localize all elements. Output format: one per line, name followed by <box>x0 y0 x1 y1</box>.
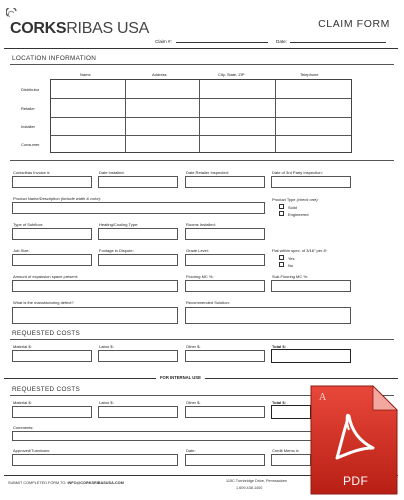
yes-checkbox[interactable] <box>279 255 284 260</box>
requested-costs-title: REQUESTED COSTS <box>12 330 81 337</box>
brand-name-bold: CORKS <box>10 20 67 37</box>
total-field[interactable] <box>271 349 351 363</box>
defect-label: What is the manufacturing defect? <box>13 300 74 305</box>
flat-label: Flat within spec. of 3/16" per 8': <box>272 248 328 253</box>
location-grid[interactable] <box>50 79 352 153</box>
location-section-title: LOCATION INFORMATION <box>12 55 97 62</box>
other-field[interactable] <box>185 350 265 362</box>
rooms-label: Rooms Installed: <box>186 222 216 227</box>
footer-address: 115C Turnbridge Drive, Pennsauken <box>226 479 288 483</box>
form-title: CLAIM FORM <box>318 18 390 30</box>
requested-rule <box>10 339 394 340</box>
solid-checkbox[interactable] <box>279 204 284 209</box>
grade-field[interactable] <box>185 254 265 266</box>
footer-phone: 1.609.438.1400 <box>236 486 263 490</box>
material-label: Material $: <box>13 344 32 349</box>
engineered-label: Engineered <box>288 212 309 217</box>
solid-label: Solid <box>288 205 297 210</box>
rooms-field[interactable] <box>185 228 265 240</box>
claim-number-label: Claim #: <box>155 39 172 44</box>
date-retailer-label: Date Retailer Inspected: <box>186 170 229 175</box>
labor-field[interactable] <box>98 350 178 362</box>
comments-label: Comments: <box>13 425 34 430</box>
internal-material-field[interactable] <box>12 406 92 418</box>
header-date-label: Date: <box>276 39 287 44</box>
labor-label: Labor $: <box>99 344 114 349</box>
row-retailer: Retailer <box>21 106 35 111</box>
product-name-label <box>13 196 101 201</box>
corks-logo-icon <box>6 8 20 20</box>
date-retailer-field[interactable] <box>185 176 265 188</box>
internal-date-field[interactable] <box>185 454 265 466</box>
date-3rd-field[interactable] <box>271 176 351 188</box>
credit-memo-label: Credit Memo #: <box>272 448 300 453</box>
comments-field[interactable] <box>12 431 312 441</box>
product-type-text: Product Type <box>272 197 296 202</box>
internal-labor-label: Labor $: <box>99 400 114 405</box>
row-installer: Installer <box>21 124 36 129</box>
product-type-hint: (check one): <box>296 197 319 202</box>
row-distributor: Distributor <box>21 87 40 92</box>
internal-costs-title: REQUESTED COSTS <box>12 386 81 393</box>
internal-labor-field[interactable] <box>98 406 178 418</box>
total-label: Total $: <box>272 344 286 349</box>
expansion-label: Amount of expansion space present: <box>13 274 78 279</box>
submit-email[interactable]: INFO@CORKSRIBASUSA.COM <box>67 481 124 485</box>
internal-use-label: FOR INTERNAL USE <box>156 375 205 380</box>
solution-field[interactable] <box>185 307 351 324</box>
job-size-label: Job Size: <box>13 248 30 253</box>
approved-label: Approved/Turndown: <box>13 448 50 453</box>
date-installed-label: Date Installed: <box>99 170 125 175</box>
internal-other-label: Other $: <box>186 400 201 405</box>
col-name: Name <box>80 72 91 77</box>
approved-field[interactable] <box>12 454 178 466</box>
row-consumer: Consumer <box>21 142 40 147</box>
footage-field[interactable] <box>98 254 178 266</box>
flooring-mc-label: Flooring MC %: <box>186 274 214 279</box>
subflooring-mc-label: Sub-Flooring MC %: <box>272 274 309 279</box>
internal-other-field[interactable] <box>185 406 265 418</box>
brand-logo <box>10 20 149 38</box>
col-telephone: Telephone <box>300 72 319 77</box>
yes-label: Yes <box>288 256 295 261</box>
pdf-label: PDF <box>343 474 369 488</box>
invoice-field[interactable] <box>12 176 92 188</box>
header-date-field[interactable] <box>290 39 386 43</box>
col-city: City, State, ZIP <box>218 72 245 77</box>
claim-number-field[interactable] <box>176 39 268 43</box>
product-name-text: Product Name/Description <box>13 196 60 201</box>
location-rule <box>10 64 394 65</box>
subfloor-field[interactable] <box>12 228 92 240</box>
footage-label: Footage in Dispute: <box>99 248 134 253</box>
other-label: Other $: <box>186 344 201 349</box>
submit-prefix: SUBMIT COMPLETED FORM TO: <box>8 481 67 485</box>
no-label: No <box>288 263 294 268</box>
submit-line <box>8 481 124 485</box>
internal-material-label: Material $: <box>13 400 32 405</box>
brand-name-light: RIBAS USA <box>66 20 149 37</box>
material-field[interactable] <box>12 350 92 362</box>
col-address: Address <box>152 72 167 77</box>
product-name-field[interactable] <box>12 202 265 214</box>
date-installed-field[interactable] <box>98 176 178 188</box>
heating-field[interactable] <box>98 228 178 240</box>
subflooring-mc-field[interactable] <box>271 280 351 292</box>
expansion-field[interactable] <box>12 280 178 292</box>
date-3rd-label: Date of 3rd Party Inspection: <box>272 170 323 175</box>
subfloor-label: Type of Subfloor: <box>13 222 44 227</box>
invoice-label: Corksribas Invoice #: <box>13 170 51 175</box>
internal-total-label: Total $: <box>272 400 286 405</box>
heating-label: Heating/Cooling Type: <box>99 222 139 227</box>
location-bottom-rule <box>10 160 394 161</box>
product-type-label <box>272 197 319 202</box>
job-size-field[interactable] <box>12 254 92 266</box>
svg-text:A: A <box>319 392 327 403</box>
internal-date-label: Date: <box>186 448 196 453</box>
product-name-hint: (include width & color): <box>60 196 102 201</box>
internal-total-field[interactable] <box>271 405 311 419</box>
solution-label: Recommended Solution: <box>186 300 230 305</box>
grade-label: Grade Level: <box>186 248 209 253</box>
engineered-checkbox[interactable] <box>279 211 284 216</box>
flooring-mc-field[interactable] <box>185 280 265 292</box>
header-rule <box>4 48 398 49</box>
no-checkbox[interactable] <box>279 262 284 267</box>
credit-memo-field[interactable] <box>271 454 311 466</box>
defect-field[interactable] <box>12 307 178 324</box>
